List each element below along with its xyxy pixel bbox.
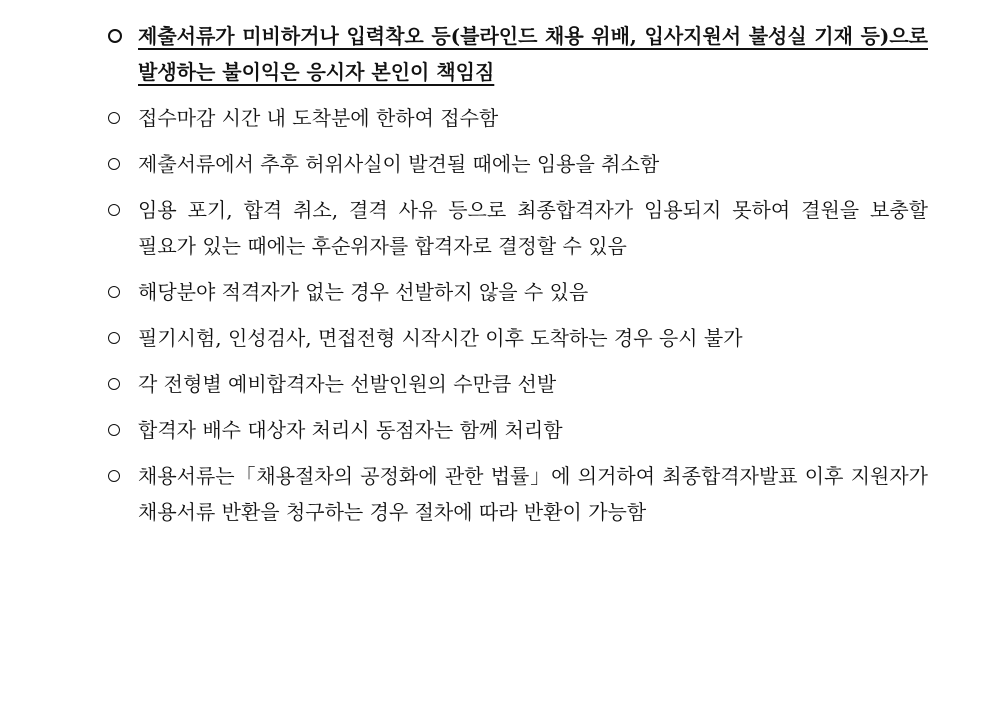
circle-bullet-icon bbox=[108, 146, 138, 182]
notice-text: 채용서류는「채용절차의 공정화에 관한 법률」에 의거하여 최종합격자발표 이후 지원자가 채용서류 반환을 청구하는 경우 절차에 따라 반환이 가능함 bbox=[138, 464, 928, 524]
notice-item bbox=[108, 146, 928, 182]
circle-bullet-icon bbox=[108, 192, 138, 228]
notice-item bbox=[108, 320, 928, 356]
notice-item bbox=[108, 274, 928, 310]
notice-text: 임용 포기, 합격 취소, 결격 사유 등으로 최종합격자가 임용되지 못하여 결원을 보충할 필요가 있는 때에는 후순위자를 합격자로 결정할 수 있음 bbox=[138, 198, 928, 258]
circle-bullet-icon bbox=[108, 18, 138, 54]
notice-text: 접수마감 시간 내 도착분에 한하여 접수함 bbox=[138, 106, 499, 130]
notice-text: 필기시험, 인성검사, 면접전형 시작시간 이후 도착하는 경우 응시 불가 bbox=[138, 326, 743, 350]
circle-bullet-icon bbox=[108, 458, 138, 494]
notice-item bbox=[108, 412, 928, 448]
notice-text: 제출서류가 미비하거나 입력착오 등(블라인드 채용 위배, 입사지원서 불성실 기재 등)으로 발생하는 불이익은 응시자 본인이 책임짐 bbox=[138, 24, 928, 84]
circle-bullet-icon bbox=[108, 274, 138, 310]
notice-text: 합격자 배수 대상자 처리시 동점자는 함께 처리함 bbox=[138, 418, 563, 442]
notice-item bbox=[108, 366, 928, 402]
notice-item bbox=[108, 100, 928, 136]
notice-item bbox=[108, 458, 928, 530]
notice-list bbox=[108, 18, 928, 540]
notice-text: 제출서류에서 추후 허위사실이 발견될 때에는 임용을 취소함 bbox=[138, 152, 660, 176]
circle-bullet-icon bbox=[108, 412, 138, 448]
notice-item bbox=[108, 192, 928, 264]
circle-bullet-icon bbox=[108, 366, 138, 402]
notice-text: 각 전형별 예비합격자는 선발인원의 수만큼 선발 bbox=[138, 372, 557, 396]
circle-bullet-icon bbox=[108, 320, 138, 356]
circle-bullet-icon bbox=[108, 100, 138, 136]
notice-item bbox=[108, 18, 928, 90]
notice-text: 해당분야 적격자가 없는 경우 선발하지 않을 수 있음 bbox=[138, 280, 589, 304]
